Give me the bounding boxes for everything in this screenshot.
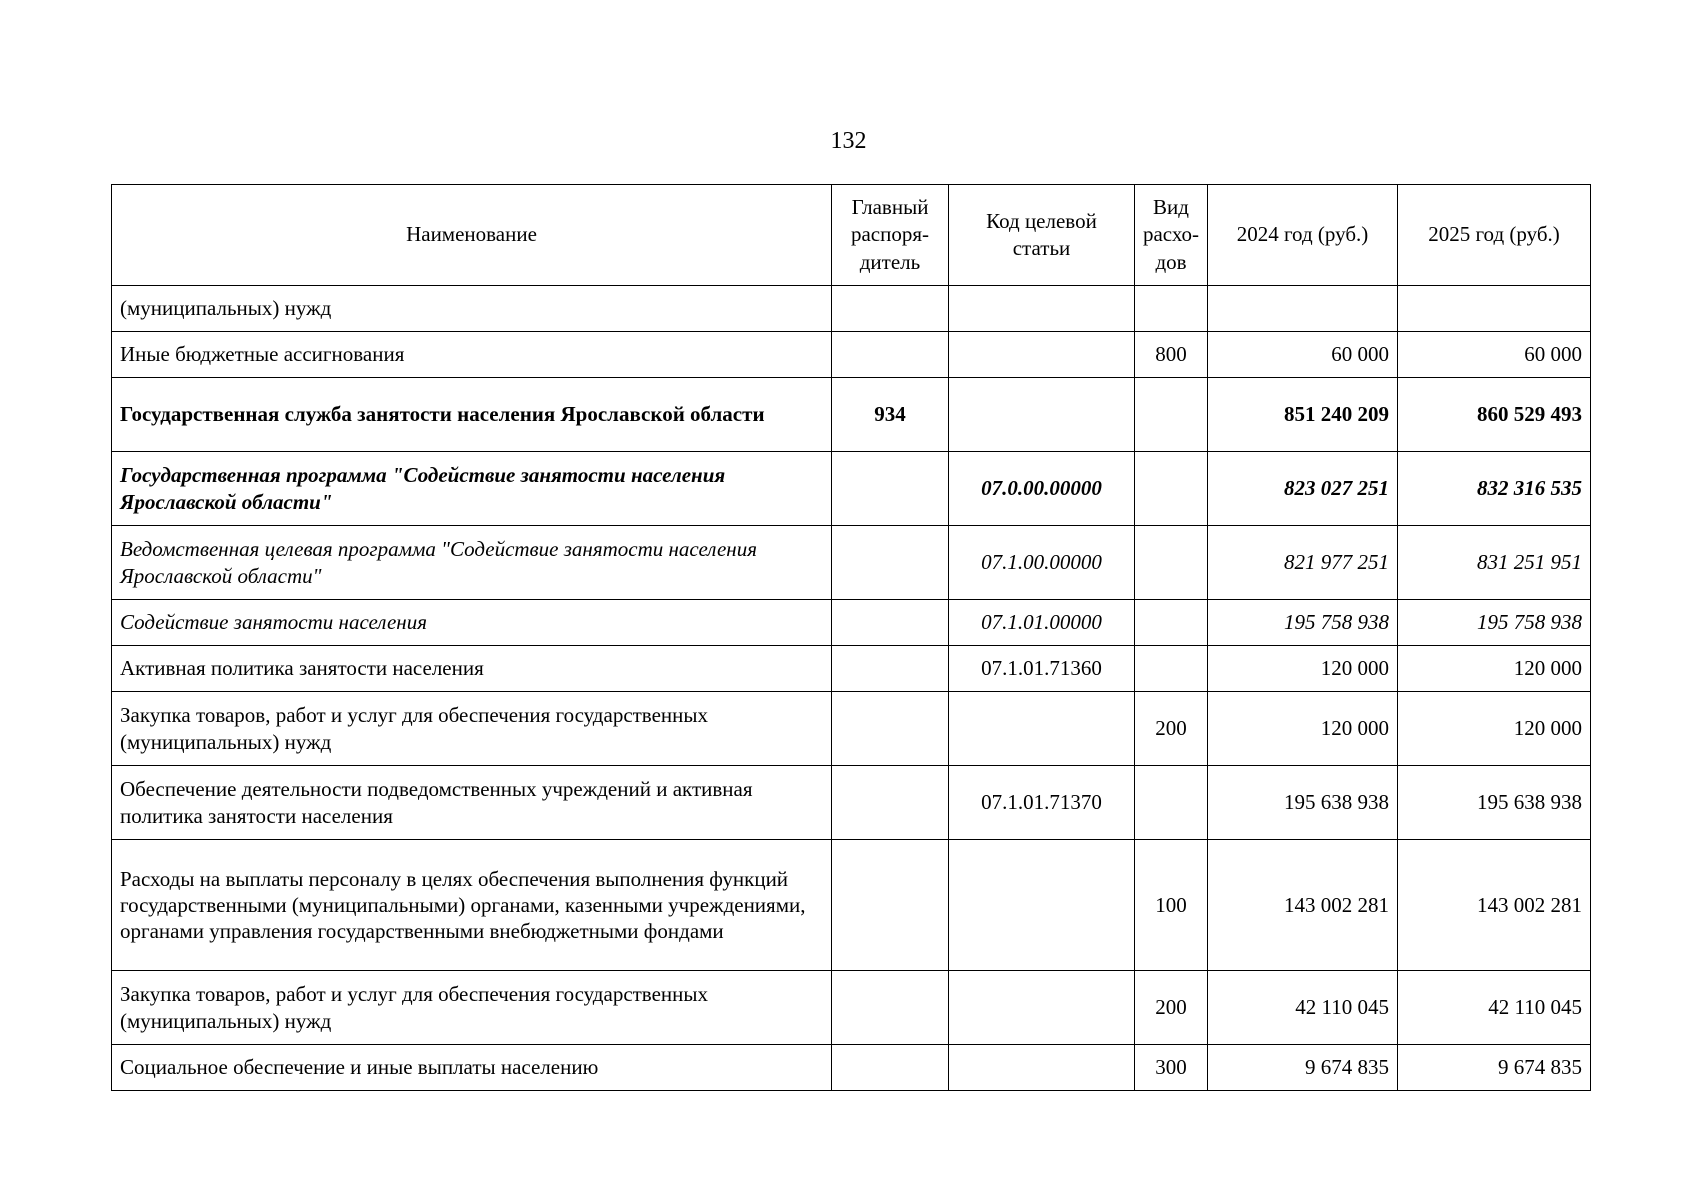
header-2025: 2025 год (руб.) bbox=[1398, 185, 1591, 286]
cell-target-code: 07.1.01.00000 bbox=[949, 600, 1135, 646]
cell-target-code bbox=[949, 692, 1135, 766]
cell-main-manager bbox=[832, 971, 949, 1045]
cell-2024: 821 977 251 bbox=[1208, 526, 1398, 600]
table-row bbox=[112, 692, 1591, 766]
budget-table bbox=[111, 184, 1591, 1091]
cell-2024: 120 000 bbox=[1208, 692, 1398, 766]
cell-target-code bbox=[949, 840, 1135, 971]
cell-2024: 823 027 251 bbox=[1208, 452, 1398, 526]
cell-name: Закупка товаров, работ и услуг для обеспечения государственных (муниципальных) нужд bbox=[112, 971, 832, 1045]
cell-expense-type bbox=[1135, 600, 1208, 646]
cell-expense-type bbox=[1135, 452, 1208, 526]
cell-2025: 42 110 045 bbox=[1398, 971, 1591, 1045]
cell-expense-type bbox=[1135, 378, 1208, 452]
cell-name: Закупка товаров, работ и услуг для обеспечения государственных (муниципальных) нужд bbox=[112, 692, 832, 766]
cell-2024: 195 758 938 bbox=[1208, 600, 1398, 646]
cell-2024: 120 000 bbox=[1208, 646, 1398, 692]
cell-name: Социальное обеспечение и иные выплаты населению bbox=[112, 1045, 832, 1091]
cell-expense-type: 200 bbox=[1135, 692, 1208, 766]
cell-main-manager: 934 bbox=[832, 378, 949, 452]
cell-2025: 831 251 951 bbox=[1398, 526, 1591, 600]
table-row bbox=[112, 646, 1591, 692]
cell-expense-type: 800 bbox=[1135, 332, 1208, 378]
cell-2024: 143 002 281 bbox=[1208, 840, 1398, 971]
cell-name: Содействие занятости населения bbox=[112, 600, 832, 646]
cell-main-manager bbox=[832, 646, 949, 692]
header-target-code: Код целевой статьи bbox=[949, 185, 1135, 286]
header-2024: 2024 год (руб.) bbox=[1208, 185, 1398, 286]
cell-2025: 120 000 bbox=[1398, 646, 1591, 692]
cell-target-code: 07.0.00.00000 bbox=[949, 452, 1135, 526]
header-expense-type: Вид расхо- дов bbox=[1135, 185, 1208, 286]
cell-2025: 860 529 493 bbox=[1398, 378, 1591, 452]
cell-target-code: 07.1.01.71360 bbox=[949, 646, 1135, 692]
cell-main-manager bbox=[832, 600, 949, 646]
cell-name: Государственная служба занятости населения Ярославской области bbox=[112, 378, 832, 452]
table-header-row bbox=[112, 185, 1591, 286]
cell-2024: 195 638 938 bbox=[1208, 766, 1398, 840]
cell-expense-type: 300 bbox=[1135, 1045, 1208, 1091]
table-row bbox=[112, 600, 1591, 646]
cell-name: Государственная программа "Содействие занятости населения Ярославской области" bbox=[112, 452, 832, 526]
cell-2025 bbox=[1398, 286, 1591, 332]
table-row bbox=[112, 971, 1591, 1045]
cell-target-code: 07.1.01.71370 bbox=[949, 766, 1135, 840]
cell-2024: 851 240 209 bbox=[1208, 378, 1398, 452]
cell-2025: 143 002 281 bbox=[1398, 840, 1591, 971]
cell-main-manager bbox=[832, 286, 949, 332]
table-row bbox=[112, 332, 1591, 378]
cell-2024 bbox=[1208, 286, 1398, 332]
cell-2024: 42 110 045 bbox=[1208, 971, 1398, 1045]
cell-name: Расходы на выплаты персоналу в целях обеспечения выполнения функций государственными (муниципальными) органами, казенными учреждениями, органами управления государственными внебюджетными фондами bbox=[112, 840, 832, 971]
cell-main-manager bbox=[832, 692, 949, 766]
cell-main-manager bbox=[832, 1045, 949, 1091]
table-row bbox=[112, 766, 1591, 840]
cell-main-manager bbox=[832, 526, 949, 600]
cell-name: (муниципальных) нужд bbox=[112, 286, 832, 332]
table-row bbox=[112, 526, 1591, 600]
cell-target-code bbox=[949, 286, 1135, 332]
cell-2025: 832 316 535 bbox=[1398, 452, 1591, 526]
cell-main-manager bbox=[832, 332, 949, 378]
cell-2025: 195 638 938 bbox=[1398, 766, 1591, 840]
cell-main-manager bbox=[832, 840, 949, 971]
table-row bbox=[112, 378, 1591, 452]
cell-2025: 120 000 bbox=[1398, 692, 1591, 766]
cell-target-code bbox=[949, 378, 1135, 452]
table-row bbox=[112, 840, 1591, 971]
cell-expense-type bbox=[1135, 526, 1208, 600]
cell-expense-type: 200 bbox=[1135, 971, 1208, 1045]
cell-target-code: 07.1.00.00000 bbox=[949, 526, 1135, 600]
table-row bbox=[112, 286, 1591, 332]
cell-name: Иные бюджетные ассигнования bbox=[112, 332, 832, 378]
cell-expense-type bbox=[1135, 646, 1208, 692]
cell-target-code bbox=[949, 332, 1135, 378]
cell-2025: 60 000 bbox=[1398, 332, 1591, 378]
header-name: Наименование bbox=[112, 185, 832, 286]
cell-expense-type bbox=[1135, 766, 1208, 840]
cell-2024: 9 674 835 bbox=[1208, 1045, 1398, 1091]
cell-target-code bbox=[949, 1045, 1135, 1091]
cell-name: Ведомственная целевая программа "Содействие занятости населения Ярославской области" bbox=[112, 526, 832, 600]
cell-main-manager bbox=[832, 452, 949, 526]
table-row bbox=[112, 452, 1591, 526]
cell-expense-type: 100 bbox=[1135, 840, 1208, 971]
cell-2024: 60 000 bbox=[1208, 332, 1398, 378]
cell-target-code bbox=[949, 971, 1135, 1045]
cell-name: Обеспечение деятельности подведомственных учреждений и активная политика занятости населения bbox=[112, 766, 832, 840]
cell-2025: 9 674 835 bbox=[1398, 1045, 1591, 1091]
table-row bbox=[112, 1045, 1591, 1091]
page-number: 132 bbox=[830, 128, 867, 154]
cell-name: Активная политика занятости населения bbox=[112, 646, 832, 692]
cell-2025: 195 758 938 bbox=[1398, 600, 1591, 646]
cell-expense-type bbox=[1135, 286, 1208, 332]
header-main-manager: Главный распоря- дитель bbox=[832, 185, 949, 286]
cell-main-manager bbox=[832, 766, 949, 840]
